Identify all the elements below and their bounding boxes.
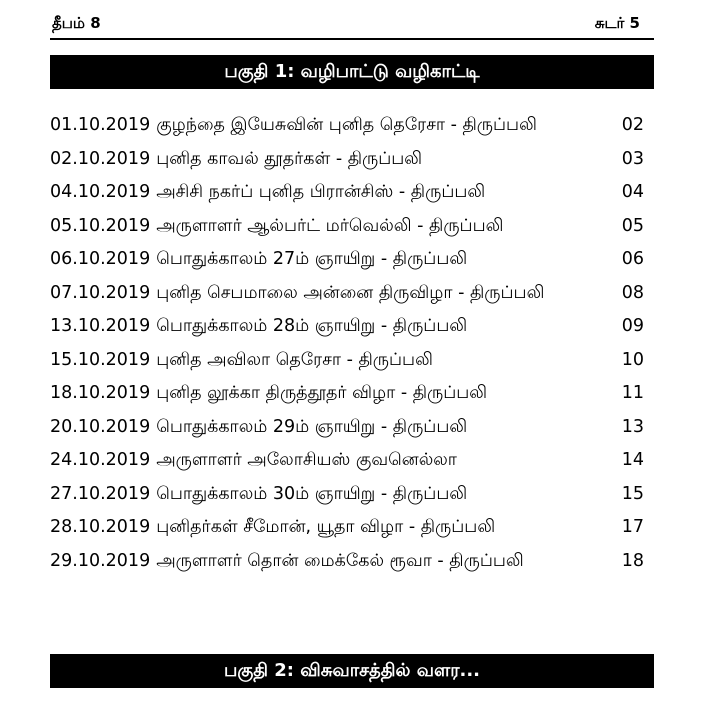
toc-title: அருளாளர் அலோசியஸ் குவனெல்லா xyxy=(156,450,457,470)
toc-page-number: 09 xyxy=(621,316,644,336)
toc-title: புனித லூக்கா திருத்தூதர் விழா - திருப்பலி xyxy=(156,383,488,403)
toc-date: 05.10.2019 xyxy=(50,215,151,236)
section-2-heading: பகுதி 2: விசுவாசத்தில் வளர... xyxy=(50,654,654,688)
toc-entry xyxy=(50,176,654,210)
toc-date: 01.10.2019 xyxy=(50,115,151,135)
toc-date: 18.10.2019 xyxy=(50,383,151,403)
toc-page-number: 06 xyxy=(621,249,644,269)
toc-page-number: 08 xyxy=(621,282,644,303)
toc-entry xyxy=(50,277,654,311)
toc-title: பொதுக்காலம் 29ம் ஞாயிறு - திருப்பலி xyxy=(156,416,468,437)
page-header xyxy=(50,12,654,40)
toc-page-number: 05 xyxy=(621,215,644,236)
toc-entry xyxy=(50,310,654,344)
toc-date: 07.10.2019 xyxy=(50,282,151,303)
toc-title: புனித காவல் தூதர்கள் - திருப்பலி xyxy=(156,148,423,169)
toc-date: 28.10.2019 xyxy=(50,517,151,537)
toc-title: குழந்தை இயேசுவின் புனித தெரேசா - திருப்பலி xyxy=(156,115,537,135)
toc-title: புனிதர்கள் சீமோன், யூதா விழா - திருப்பலி xyxy=(156,517,496,537)
table-of-contents xyxy=(50,109,654,578)
toc-title: அருளாளர் ஆல்பர்ட் மர்வெல்லி - திருப்பலி xyxy=(156,215,504,236)
toc-page-number: 03 xyxy=(621,148,644,169)
toc-entry xyxy=(50,344,654,378)
toc-entry xyxy=(50,210,654,244)
volume-label: சுடர் 5 xyxy=(594,14,640,32)
toc-page-number: 13 xyxy=(621,416,644,437)
toc-title: பொதுக்காலம் 28ம் ஞாயிறு - திருப்பலி xyxy=(156,316,468,336)
toc-entry xyxy=(50,511,654,545)
toc-entry xyxy=(50,109,654,143)
section-1-heading: பகுதி 1: வழிபாட்டு வழிகாட்டி xyxy=(50,55,654,89)
toc-title: அருளாளர் தொன் மைக்கேல் ரூவா - திருப்பலி xyxy=(156,550,524,571)
toc-title: பொதுக்காலம் 27ம் ஞாயிறு - திருப்பலி xyxy=(156,249,468,269)
toc-date: 04.10.2019 xyxy=(50,182,151,202)
toc-entry xyxy=(50,243,654,277)
toc-page-number: 02 xyxy=(621,115,644,135)
toc-date: 24.10.2019 xyxy=(50,450,151,470)
toc-date: 02.10.2019 xyxy=(50,148,151,169)
toc-page-number: 11 xyxy=(621,383,644,403)
toc-title: அசிசி நகர்ப் புனித பிரான்சிஸ் - திருப்பலி xyxy=(156,182,486,202)
toc-page-number: 14 xyxy=(621,450,644,470)
toc-title: புனித அவிலா தெரேசா - திருப்பலி xyxy=(156,349,433,370)
toc-date: 15.10.2019 xyxy=(50,349,151,370)
toc-date: 06.10.2019 xyxy=(50,249,151,269)
toc-page-number: 18 xyxy=(621,550,644,571)
toc-page-number: 15 xyxy=(621,483,644,504)
toc-page-number: 04 xyxy=(621,182,644,202)
toc-page-number: 17 xyxy=(621,517,644,537)
toc-entry xyxy=(50,444,654,478)
toc-entry xyxy=(50,478,654,512)
toc-page-number: 10 xyxy=(621,349,644,370)
toc-entry xyxy=(50,545,654,579)
toc-entry xyxy=(50,377,654,411)
issue-label: தீபம் 8 xyxy=(52,14,101,32)
toc-entry xyxy=(50,143,654,177)
toc-title: புனித செபமாலை அன்னை திருவிழா - திருப்பலி xyxy=(156,282,545,303)
toc-date: 29.10.2019 xyxy=(50,550,151,571)
toc-entry xyxy=(50,411,654,445)
toc-date: 27.10.2019 xyxy=(50,483,151,504)
toc-date: 13.10.2019 xyxy=(50,316,151,336)
toc-title: பொதுக்காலம் 30ம் ஞாயிறு - திருப்பலி xyxy=(156,483,468,504)
toc-date: 20.10.2019 xyxy=(50,416,151,437)
